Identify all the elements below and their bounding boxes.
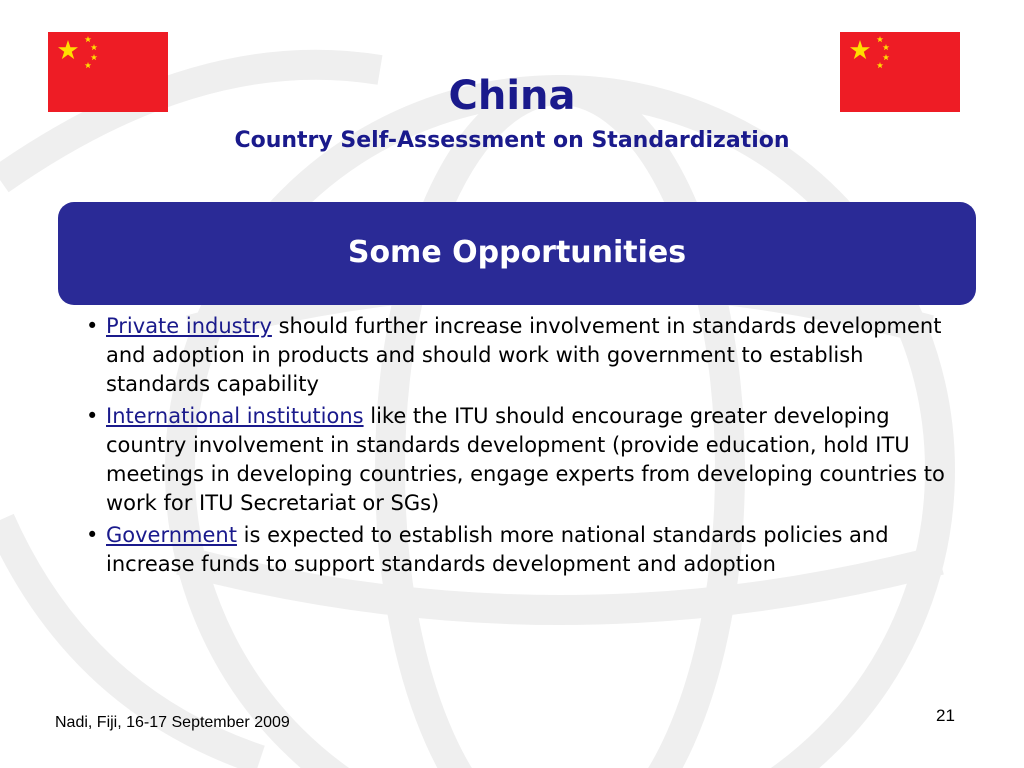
bullet-lead: Government [106,523,237,547]
page-number: 21 [936,706,955,725]
bullet-list [84,312,974,582]
slide-title: China [448,73,576,119]
section-banner [58,202,976,305]
bullet-text: is expected to establish more national standards policies and increase funds to support standards development and adoption [106,523,889,576]
bullet-item [84,402,974,518]
bullet-dot: • [86,404,99,428]
footer-location-date: Nadi, Fiji, 16-17 September 2009 [55,714,290,731]
bullet-dot: • [86,523,99,547]
bullet-item [84,312,974,399]
bullet-item [84,521,974,579]
bullet-dot: • [86,314,99,338]
banner-title: Some Opportunities [347,234,687,270]
bullet-text: should further increase involvement in standards development and adoption in products and should work with government to establish standards capability [106,314,942,396]
bullet-lead: International institutions [106,404,364,428]
bullet-text: like the ITU should encourage greater developing country involvement in standards development (provide education, hold ITU meetings in developing countries, engage experts from developing countries to work for ITU Secretariat or SGs) [106,404,945,515]
bullet-lead: Private industry [106,314,272,338]
slide-subtitle: Country Self-Assessment on Standardization [234,128,790,153]
